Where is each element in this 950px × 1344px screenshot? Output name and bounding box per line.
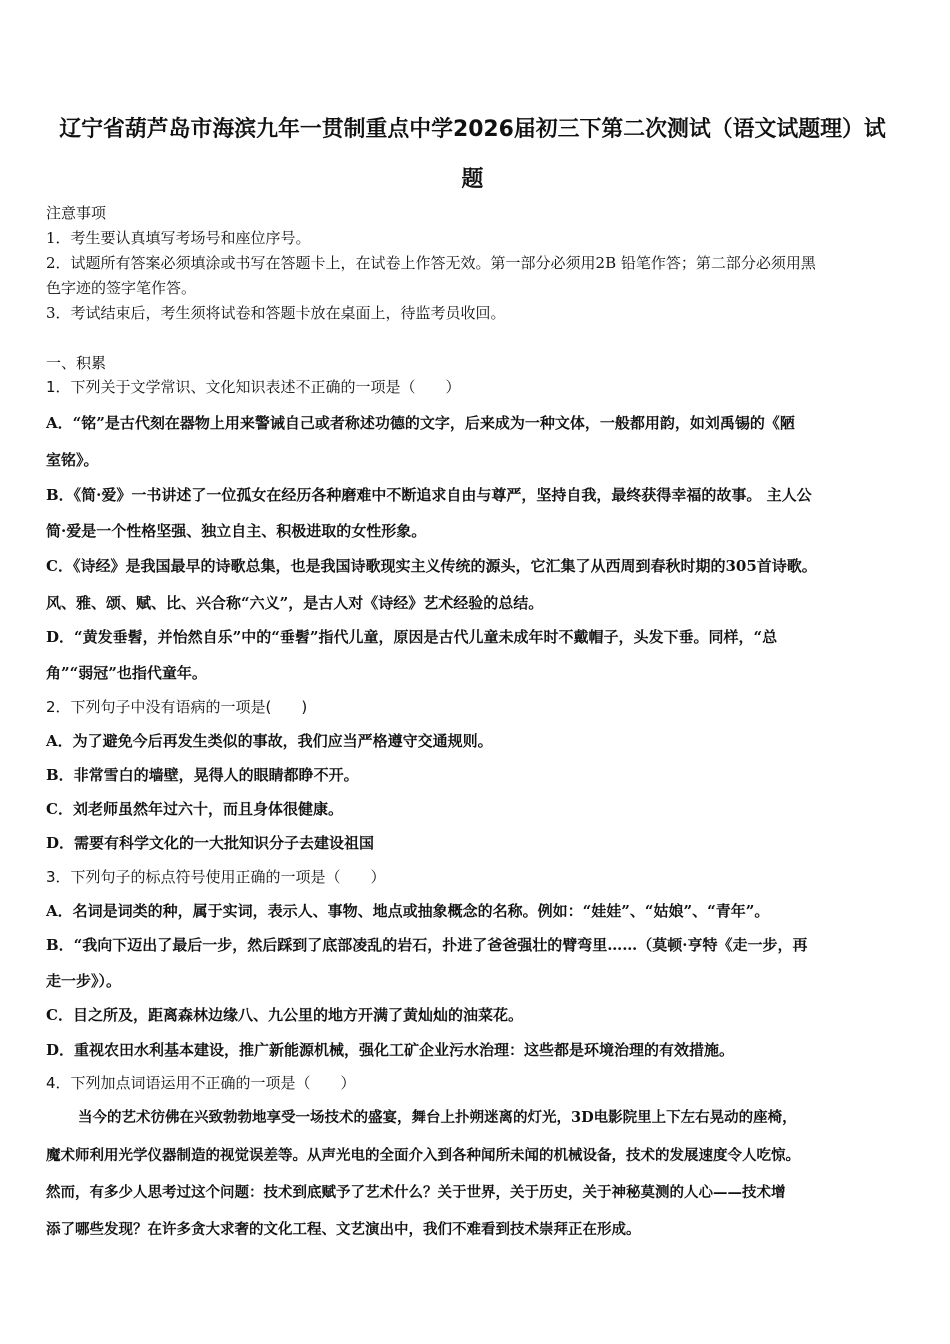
question-1-option-b-cont: 简·爱是一个性格坚强、独立自主、积极进取的女性形象。 (46, 522, 427, 540)
question-1-option-a: A．“铭”是古代刻在器物上用来警诫自己或者称述功德的文字，后来成为一种文体，一般都用韵，如刘禹锡的《陋 (46, 414, 795, 432)
question-1-option-c-cont: 风、雅、颂、赋、比、兴合称“六义”，是古人对《诗经》艺术经验的总结。 (46, 594, 544, 612)
question-1-option-d: D．“黄发垂髫，并怡然自乐”中的“垂髫”指代儿童，原因是古代儿童未成年时不戴帽子，头发下垂。同样，“总 (46, 628, 778, 646)
question-3-option-d: D．重视农田水利基本建设，推广新能源机械，强化工矿企业污水治理：这些都是环境治理的有效措施。 (46, 1041, 735, 1059)
question-2-option-b: B．非常雪白的墙壁，晃得人的眼睛都睁不开。 (46, 766, 359, 784)
question-2-option-a: A．为了避免今后再发生类似的事故，我们应当严格遵守交通规则。 (46, 732, 493, 750)
question-3-option-b: B．“我向下迈出了最后一步，然后踩到了底部凌乱的岩石，扑进了爸爸强壮的臂弯里……（莫顿·亨特《走一步，再 (46, 936, 808, 954)
passage-line: 魔术师利用光学仪器制造的视觉误差等。从声光电的全面介入到各种闻所未闻的机械设备，技术的发展速度令人吃惊。 (46, 1147, 800, 1164)
notice-heading: 注意事项 (46, 204, 107, 222)
notice-item: 3．考试结束后，考生须将试卷和答题卡放在桌面上，待监考员收回。 (46, 304, 506, 322)
question-1-option-d-cont: 角”“弱冠”也指代童年。 (46, 664, 207, 682)
question-1-stem: 1．下列关于文学常识、文化知识表述不正确的一项是（ ） (46, 378, 461, 396)
passage-line: 当今的艺术彷佛在兴致勃勃地享受一场技术的盛宴，舞台上扑朔迷离的灯光，3D电影院里上下左右晃动的座椅， (78, 1109, 797, 1126)
question-2-stem: 2．下列句子中没有语病的一项是( ) (46, 698, 308, 716)
question-3-option-c: C．目之所及，距离森林边缘八、九公里的地方开满了黄灿灿的油菜花。 (46, 1006, 523, 1024)
question-4-stem: 4．下列加点词语运用不正确的一项是（ ） (46, 1074, 356, 1092)
question-3-option-b-cont: 走一步》）。 (46, 972, 122, 990)
question-3-option-a: A．名词是词类的种，属于实词，表示人、事物、地点或抽象概念的名称。例如：“娃娃”、“姑娘”、“青年”。 (46, 902, 770, 920)
question-1-option-a-cont: 室铭》。 (46, 451, 99, 469)
question-1-option-c: C．《诗经》是我国最早的诗歌总集，也是我国诗歌现实主义传统的源头，它汇集了从西周到春秋时期的305首诗歌。 (46, 557, 817, 575)
notice-item: 色字迹的签字笔作答。 (46, 279, 197, 297)
question-2-option-d: D．需要有科学文化的一大批知识分子去建设祖国 (46, 834, 375, 852)
passage-line: 添了哪些发现？在许多贪大求奢的文化工程、文艺演出中，我们不难看到技术崇拜正在形成。 (46, 1221, 641, 1238)
notice-item: 2．试题所有答案必须填涂或书写在答题卡上，在试卷上作答无效。第一部分必须用2B 铅笔作答；第二部分必须用黑 (46, 254, 816, 272)
passage-line: 然而，有多少人思考过这个问题：技术到底赋予了艺术什么？关于世界，关于历史，关于神秘莫测的人心——技术增 (46, 1184, 786, 1201)
section-heading: 一、积累 (46, 354, 107, 372)
question-3-stem: 3．下列句子的标点符号使用正确的一项是（ ） (46, 868, 386, 886)
question-2-option-c: C．刘老师虽然年过六十，而且身体很健康。 (46, 800, 343, 818)
question-1-option-b: B．《简·爱》一书讲述了一位孤女在经历各种磨难中不断追求自由与尊严，坚持自我，最终获得幸福的故事。 主人公 (46, 486, 812, 504)
notice-item: 1．考生要认真填写考场号和座位序号。 (46, 229, 311, 247)
page-title: 辽宁省葫芦岛市海滨九年一贯制重点中学2026届初三下第二次测试（语文试题理）试 (59, 117, 886, 142)
page-title-continued: 题 (461, 167, 484, 192)
